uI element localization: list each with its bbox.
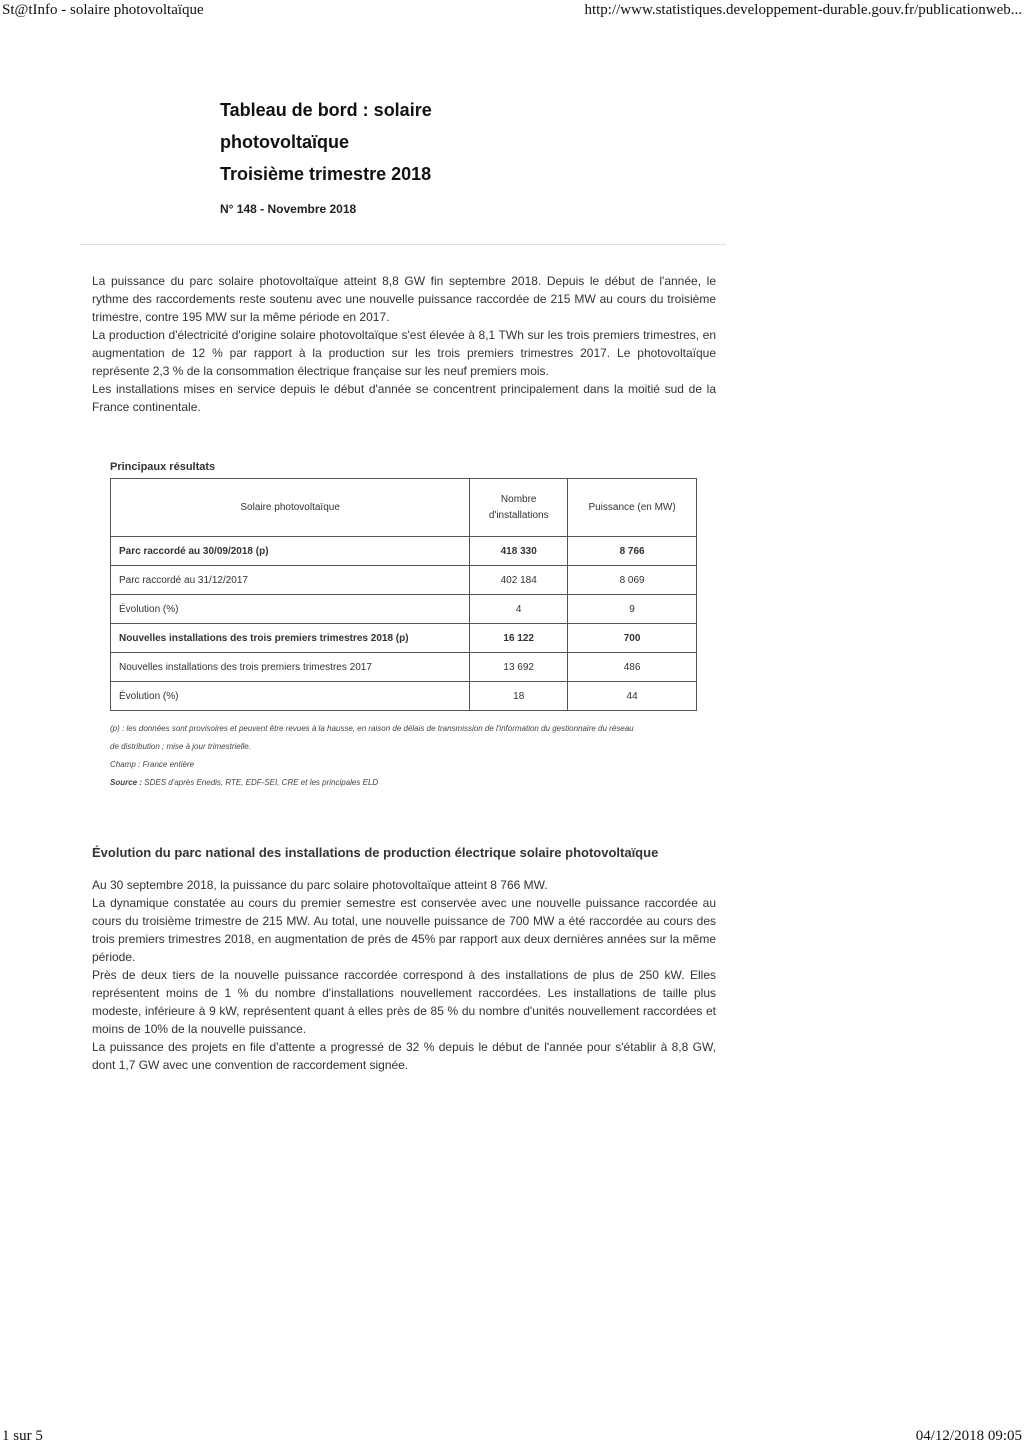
title-line-2: photovoltaïque (220, 132, 349, 152)
intro-paragraph: La production d'électricité d'origine solaire photovoltaïque s'est élevée à 8,1 TWh sur les trois premiers trimestres, en augmentation de 12 % par rapport à la production sur les trois premiers trimestres 2017. Le photovoltaïque représente 2,3 % de la consommation électrique française sur les neuf premiers mois. (92, 328, 716, 378)
evolution-text (92, 876, 716, 1074)
evolution-paragraph: La puissance des projets en file d'attente a progressé de 32 % depuis le début de l'année pour s'établir à 8,8 GW, dont 1,7 GW avec une convention de raccordement signée. (92, 1040, 716, 1072)
print-datetime: 04/12/2018 09:05 (915, 1428, 1022, 1444)
table-caption: Principaux résultats (110, 461, 216, 473)
row-count: 4 (470, 595, 568, 624)
evolution-paragraph: Au 30 septembre 2018, la puissance du parc solaire photovoltaïque atteint 8 766 MW. (92, 878, 548, 892)
table-header-row (111, 479, 697, 537)
row-count: 13 692 (470, 653, 568, 682)
table-row (111, 537, 697, 566)
evolution-paragraph: La dynamique constatée au cours du premier semestre est conservée avec une nouvelle puissance raccordée au cours du troisième trimestre de 215 MW. Au total, une nouvelle puissance de 700 MW a été raccordée au cours des trois premiers trimestres 2018, en augmentation de près de 45% par rapport aux deux dernières années sur la même période. (92, 896, 716, 964)
document-title (220, 94, 700, 190)
row-power: 8 069 (568, 566, 697, 595)
print-page-title: St@tInfo - solaire photovoltaïque (2, 2, 204, 18)
table-row (111, 566, 697, 595)
row-count: 18 (470, 682, 568, 711)
table-row (111, 595, 697, 624)
intro-text (92, 272, 716, 416)
issue-number: N° 148 - Novembre 2018 (220, 202, 357, 216)
table-note: (p) : les données sont provisoires et peuvent être revues à la hausse, en raison de délais de transmission de l'information du gestionnaire du réseau (110, 724, 634, 733)
source-text: SDES d'après Enedis, RTE, EDF-SEI, CRE et les principales ELD (144, 778, 379, 787)
row-label: Parc raccordé au 31/12/2017 (111, 566, 470, 595)
header-power: Puissance (en MW) (568, 479, 697, 537)
row-power: 9 (568, 595, 697, 624)
print-footer (0, 1428, 1024, 1448)
table-source (110, 774, 700, 792)
row-count: 402 184 (470, 566, 568, 595)
row-count: 16 122 (470, 624, 568, 653)
row-label: Évolution (%) (111, 682, 470, 711)
table-row (111, 624, 697, 653)
title-line-1: Tableau de bord : solaire (220, 100, 432, 120)
row-power: 44 (568, 682, 697, 711)
header-installations: Nombre d'installations (470, 479, 568, 537)
header-category: Solaire photovoltaïque (111, 479, 470, 537)
print-url: http://www.statistiques.developpement-durable.gouv.fr/publicationweb... (584, 2, 1022, 18)
row-label: Évolution (%) (111, 595, 470, 624)
separator-line (80, 244, 726, 245)
table-note: de distribution ; mise à jour trimestrielle. (110, 742, 251, 751)
row-label: Parc raccordé au 30/09/2018 (p) (111, 537, 470, 566)
title-line-3: Troisième trimestre 2018 (220, 164, 432, 184)
row-label: Nouvelles installations des trois premiers trimestres 2018 (p) (111, 624, 470, 653)
results-table (110, 478, 697, 711)
table-row (111, 682, 697, 711)
intro-paragraph: La puissance du parc solaire photovoltaïque atteint 8,8 GW fin septembre 2018. Depuis le début de l'année, le rythme des raccordements reste soutenu avec une nouvelle puissance raccordée de 215 MW au cours du troisième trimestre, contre 195 MW sur la même période en 2017. (92, 274, 716, 324)
row-power: 8 766 (568, 537, 697, 566)
section-title: Évolution du parc national des installations de production électrique solaire photovoltaïque (92, 845, 659, 860)
row-label: Nouvelles installations des trois premiers trimestres 2017 (111, 653, 470, 682)
table-notes (110, 720, 700, 792)
row-power: 486 (568, 653, 697, 682)
print-header (0, 2, 1024, 22)
table-note: Champ : France entière (110, 760, 195, 769)
page-number: 1 sur 5 (2, 1428, 43, 1444)
source-label: Source : (110, 778, 143, 787)
evolution-paragraph: Près de deux tiers de la nouvelle puissance raccordée correspond à des installations de plus de 250 kW. Elles représentent moins de 1 % du nombre d'installations nouvellement raccordées. Les installations de taille plus modeste, inférieure à 9 kW, représentent quant à elles près de 85 % du nombre d'unités nouvellement raccordées et moins de 10% de la nouvelle puissance. (92, 968, 716, 1036)
row-count: 418 330 (470, 537, 568, 566)
intro-paragraph: Les installations mises en service depuis le début d'année se concentrent principalement dans la moitié sud de la France continentale. (92, 382, 716, 414)
row-power: 700 (568, 624, 697, 653)
table-row (111, 653, 697, 682)
